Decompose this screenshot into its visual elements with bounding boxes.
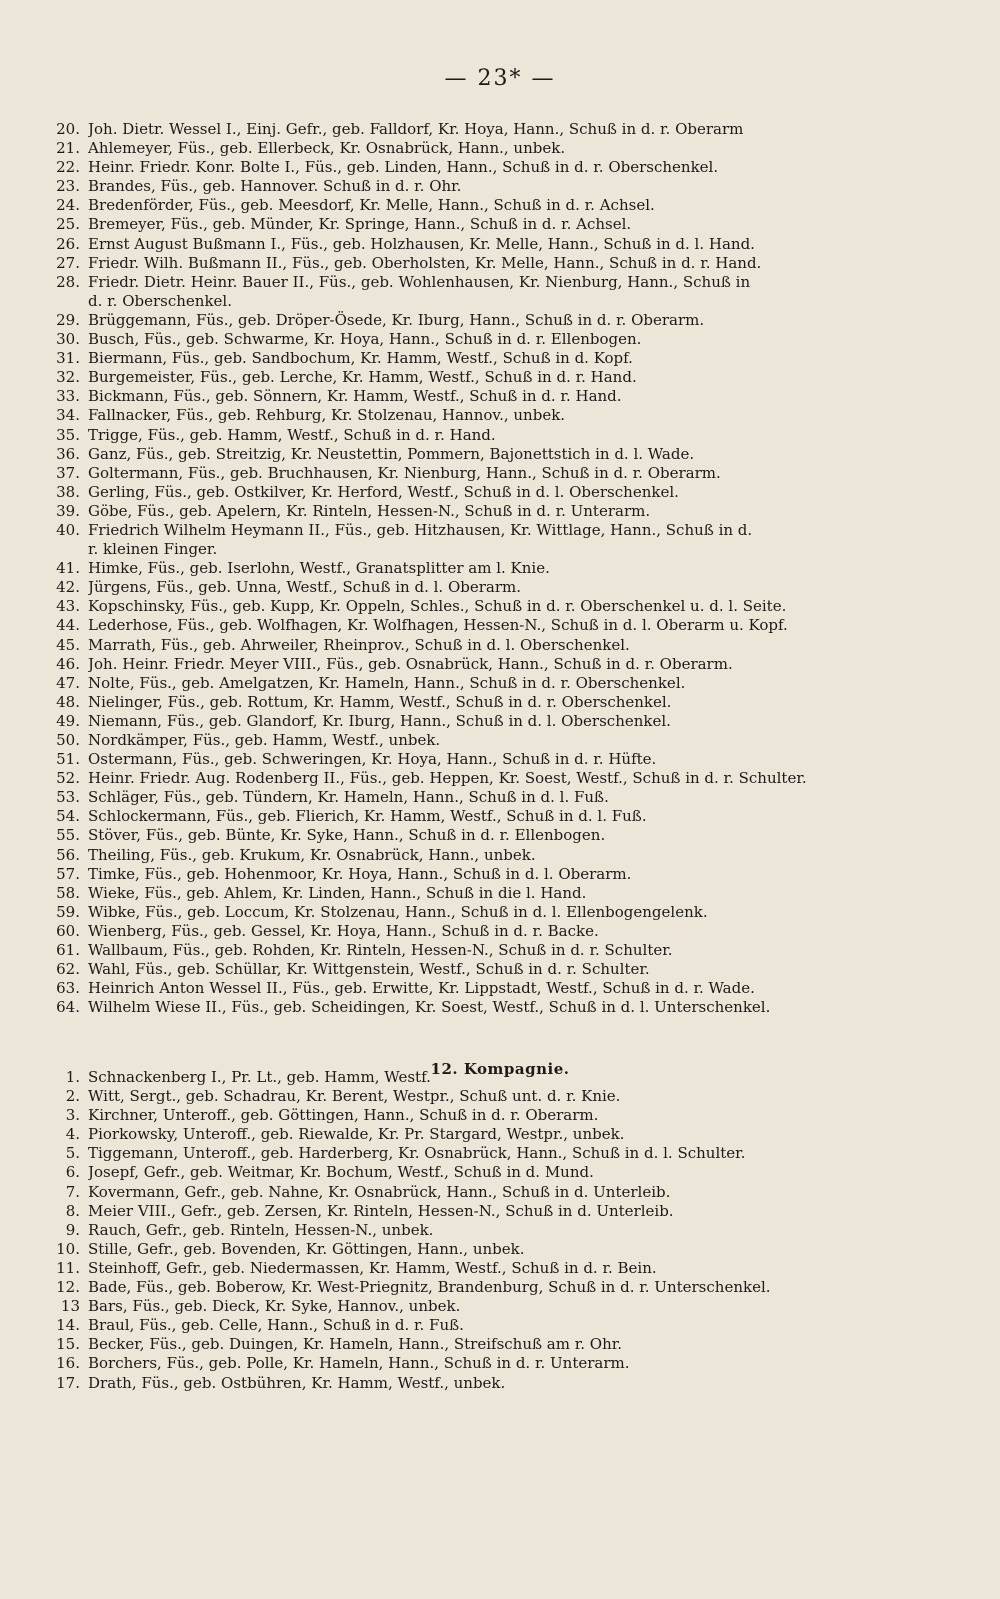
entry-text: Wibke, Füs., geb. Loccum, Kr. Stolzenau, Hann., Schuß in d. l. Ellenbogengelenk. <box>88 902 708 921</box>
entry-text: Friedr. Dietr. Heinr. Bauer II., Füs., geb. Wohlenhausen, Kr. Nienburg, Hann., Schuß in <box>88 272 751 291</box>
entry-text: Schlockermann, Füs., geb. Flierich, Kr. Hamm, Westf., Schuß in d. l. Fuß. <box>88 807 647 826</box>
entry-text: Burgemeister, Füs., geb. Lerche, Kr. Hamm, Westf., Schuß in d. r. Hand. <box>88 368 637 387</box>
list-item <box>40 330 870 349</box>
entry-text: Ganz, Füs., geb. Streitzig, Kr. Neustettin, Pommern, Bajonettstich in d. l. Wade. <box>88 444 695 463</box>
list-item <box>40 998 870 1017</box>
list-item <box>40 368 870 387</box>
entry-text: Witt, Sergt., geb. Schadrau, Kr. Berent, Westpr., Schuß unt. d. r. Knie. <box>88 1087 621 1106</box>
entry-text: Bade, Füs., geb. Boberow, Kr. West-Priegnitz, Brandenburg, Schuß in d. r. Unterschenkel. <box>88 1278 771 1297</box>
entry-number: 51. <box>56 750 80 769</box>
list-item <box>40 826 870 845</box>
casualty-list-11th-company <box>40 120 870 1017</box>
list-item <box>40 712 870 731</box>
entry-text: Bredenförder, Füs., geb. Meesdorf, Kr. Melle, Hann., Schuß in d. r. Achsel. <box>88 196 655 215</box>
entry-text: Ostermann, Füs., geb. Schweringen, Kr. Hoya, Hann., Schuß in d. r. Hüfte. <box>88 750 657 769</box>
entry-text: Stille, Gefr., geb. Bovenden, Kr. Göttingen, Hann., unbek. <box>88 1239 525 1258</box>
list-item <box>40 1278 870 1297</box>
entry-number: 14. <box>56 1316 80 1335</box>
list-item <box>40 1202 870 1221</box>
entry-number: 25. <box>56 215 80 234</box>
list-item <box>40 1221 870 1240</box>
entry-text: Heinr. Friedr. Aug. Rodenberg II., Füs., geb. Heppen, Kr. Soest, Westf., Schuß in d. r. Schulter. <box>88 769 807 788</box>
entry-text: Trigge, Füs., geb. Hamm, Westf., Schuß in d. r. Hand. <box>88 425 496 444</box>
entry-number: 5. <box>65 1144 80 1163</box>
entry-number: 49. <box>56 711 80 730</box>
entry-number: 10. <box>56 1239 80 1258</box>
entry-number: 33. <box>56 387 80 406</box>
entry-number: 27. <box>56 253 80 272</box>
list-item <box>40 426 870 445</box>
entry-text: r. kleinen Finger. <box>88 540 218 559</box>
entry-text: Josepf, Gefr., geb. Weitmar, Kr. Bochum, Westf., Schuß in d. Mund. <box>88 1163 594 1182</box>
entry-number: 60. <box>56 921 80 940</box>
list-item <box>40 1183 870 1202</box>
entry-number: 11. <box>56 1258 80 1277</box>
entry-number: 44. <box>56 616 80 635</box>
entry-number: 34. <box>56 406 80 425</box>
entry-text: Gerling, Füs., geb. Ostkilver, Kr. Herford, Westf., Schuß in d. l. Oberschenkel. <box>88 482 679 501</box>
entry-text: Wallbaum, Füs., geb. Rohden, Kr. Rinteln, Hessen-N., Schuß in d. r. Schulter. <box>88 941 673 960</box>
entry-number: 54. <box>56 807 80 826</box>
entry-number: 52. <box>56 769 80 788</box>
list-item <box>40 903 870 922</box>
list-item <box>40 387 870 406</box>
list-item <box>40 1106 870 1125</box>
entry-text: Meier VIII., Gefr., geb. Zersen, Kr. Rinteln, Hessen-N., Schuß in d. Unterleib. <box>88 1201 674 1220</box>
entry-number: 46. <box>56 654 80 673</box>
list-item <box>40 960 870 979</box>
entry-number <box>40 292 88 311</box>
list-item <box>40 941 870 960</box>
entry-number: 59. <box>56 902 80 921</box>
entry-number: 63. <box>56 979 80 998</box>
entry-number: 41. <box>56 559 80 578</box>
entry-number: 32. <box>56 368 80 387</box>
list-item <box>40 1297 870 1316</box>
entry-text: Braul, Füs., geb. Celle, Hann., Schuß in d. r. Fuß. <box>88 1316 464 1335</box>
entry-number <box>40 540 88 559</box>
entry-text: Stöver, Füs., geb. Bünte, Kr. Syke, Hann., Schuß in d. r. Ellenbogen. <box>88 826 606 845</box>
entry-text: Nielinger, Füs., geb. Rottum, Kr. Hamm, Westf., Schuß in d. r. Oberschenkel. <box>88 692 672 711</box>
list-item <box>40 865 870 884</box>
section-heading-12th-company: 12. Kompagnie. <box>430 1060 570 1078</box>
entry-text: Theiling, Füs., geb. Krukum, Kr. Osnabrück, Hann., unbek. <box>88 845 536 864</box>
entry-text: Brandes, Füs., geb. Hannover. Schuß in d. r. Ohr. <box>88 177 462 196</box>
entry-text: Fallnacker, Füs., geb. Rehburg, Kr. Stolzenau, Hannov., unbek. <box>88 406 566 425</box>
list-item <box>40 1068 870 1087</box>
entry-number: 28. <box>56 272 80 291</box>
list-item <box>40 674 870 693</box>
entry-number: 24. <box>56 196 80 215</box>
entry-number: 38. <box>56 482 80 501</box>
list-item <box>40 311 870 330</box>
list-item <box>40 1125 870 1144</box>
entry-text: Göbe, Füs., geb. Apelern, Kr. Rinteln, Hessen-N., Schuß in d. r. Unterarm. <box>88 501 651 520</box>
entry-number: 35. <box>56 425 80 444</box>
entry-number: 21. <box>56 139 80 158</box>
list-item <box>40 1374 870 1393</box>
page-number: — 23* — <box>444 66 556 91</box>
entry-text: Timke, Füs., geb. Hohenmoor, Kr. Hoya, Hann., Schuß in d. l. Oberarm. <box>88 864 632 883</box>
list-item <box>40 521 870 540</box>
entry-text: Becker, Füs., geb. Duingen, Kr. Hameln, Hann., Streifschuß am r. Ohr. <box>88 1335 623 1354</box>
list-item <box>40 1240 870 1259</box>
entry-text: Kopschinsky, Füs., geb. Kupp, Kr. Oppeln, Schles., Schuß in d. r. Oberschenkel u. d. l. Seite. <box>88 597 787 616</box>
list-item <box>40 1163 870 1182</box>
list-item <box>40 616 870 635</box>
entry-number: 40. <box>56 520 80 539</box>
list-item <box>40 846 870 865</box>
entry-text: Rauch, Gefr., geb. Rinteln, Hessen-N., unbek. <box>88 1220 434 1239</box>
entry-text: Wahl, Füs., geb. Schüllar, Kr. Wittgenstein, Westf., Schuß in d. r. Schulter. <box>88 960 650 979</box>
list-item <box>40 273 870 292</box>
entry-text: Marrath, Füs., geb. Ahrweiler, Rheinprov., Schuß in d. l. Oberschenkel. <box>88 635 630 654</box>
list-item <box>40 636 870 655</box>
entry-number: 62. <box>56 960 80 979</box>
list-item <box>40 578 870 597</box>
list-item <box>40 979 870 998</box>
list-item <box>40 769 870 788</box>
entry-text: Steinhoff, Gefr., geb. Niedermassen, Kr. Hamm, Westf., Schuß in d. r. Bein. <box>88 1258 657 1277</box>
list-item <box>40 254 870 273</box>
entry-text: Heinr. Friedr. Konr. Bolte I., Füs., geb. Linden, Hann., Schuß in d. r. Oberschenkel. <box>88 158 719 177</box>
list-item <box>40 922 870 941</box>
entry-text: Schläger, Füs., geb. Tündern, Kr. Hameln, Hann., Schuß in d. l. Fuß. <box>88 788 609 807</box>
list-item <box>40 1144 870 1163</box>
entry-text: Friedrich Wilhelm Heymann II., Füs., geb. Hitzhausen, Kr. Wittlage, Hann., Schuß in d. <box>88 520 753 539</box>
entry-text: Lederhose, Füs., geb. Wolfhagen, Kr. Wolfhagen, Hessen-N., Schuß in d. l. Oberarm u. Kopf. <box>88 616 788 635</box>
entry-number: 15. <box>56 1335 80 1354</box>
entry-text: Busch, Füs., geb. Schwarme, Kr. Hoya, Hann., Schuß in d. r. Ellenbogen. <box>88 330 642 349</box>
list-item <box>40 731 870 750</box>
list-item <box>40 445 870 464</box>
list-item <box>40 215 870 234</box>
list-item <box>40 807 870 826</box>
entry-number: 58. <box>56 883 80 902</box>
entry-text: Bickmann, Füs., geb. Sönnern, Kr. Hamm, Westf., Schuß in d. r. Hand. <box>88 387 622 406</box>
entry-number: 20. <box>56 120 80 138</box>
entry-number: 37. <box>56 463 80 482</box>
entry-text: Himke, Füs., geb. Iserlohn, Westf., Granatsplitter am l. Knie. <box>88 559 550 578</box>
entry-number: 8. <box>65 1201 80 1220</box>
list-item <box>40 502 870 521</box>
entry-number: 26. <box>56 234 80 253</box>
entry-number: 55. <box>56 826 80 845</box>
entry-text: Wieke, Füs., geb. Ahlem, Kr. Linden, Hann., Schuß in die l. Hand. <box>88 883 587 902</box>
entry-number: 17. <box>56 1373 80 1392</box>
entry-text: Ernst August Bußmann I., Füs., geb. Holzhausen, Kr. Melle, Hann., Schuß in d. l. Hand. <box>88 234 755 253</box>
list-item <box>40 196 870 215</box>
entry-text: Ahlemeyer, Füs., geb. Ellerbeck, Kr. Osnabrück, Hann., unbek. <box>88 139 566 158</box>
list-item <box>40 235 870 254</box>
entry-number: 53. <box>56 788 80 807</box>
list-item <box>40 693 870 712</box>
casualty-list-12th-company <box>40 1068 870 1393</box>
entry-number: 9. <box>65 1220 80 1239</box>
entry-text: Kovermann, Gefr., geb. Nahne, Kr. Osnabrück, Hann., Schuß in d. Unterleib. <box>88 1182 671 1201</box>
entry-text: Goltermann, Füs., geb. Bruchhausen, Kr. Nienburg, Hann., Schuß in d. r. Oberarm. <box>88 463 721 482</box>
list-item <box>40 559 870 578</box>
entry-number: 4. <box>65 1125 80 1144</box>
list-item <box>40 483 870 502</box>
list-item <box>40 139 870 158</box>
list-item <box>40 1354 870 1373</box>
entry-number: 7. <box>65 1182 80 1201</box>
entry-number: 61. <box>56 941 80 960</box>
entry-text: Borchers, Füs., geb. Polle, Kr. Hameln, Hann., Schuß in d. r. Unterarm. <box>88 1354 630 1373</box>
list-item <box>40 788 870 807</box>
entry-number: 50. <box>56 731 80 749</box>
entry-number: 48. <box>56 692 80 711</box>
list-item <box>40 1316 870 1335</box>
entry-number: 45. <box>56 635 80 654</box>
entry-text: Biermann, Füs., geb. Sandbochum, Kr. Hamm, Westf., Schuß in d. Kopf. <box>88 349 633 368</box>
entry-number: 1. <box>65 1068 80 1086</box>
entry-text: Niemann, Füs., geb. Glandorf, Kr. Iburg, Hann., Schuß in d. l. Oberschenkel. <box>88 711 671 730</box>
entry-text: Wilhelm Wiese II., Füs., geb. Scheidingen, Kr. Soest, Westf., Schuß in d. l. Unterschenkel. <box>88 998 771 1017</box>
entry-text: Drath, Füs., geb. Ostbühren, Kr. Hamm, Westf., unbek. <box>88 1373 506 1392</box>
entry-text: Schnackenberg I., Pr. Lt., geb. Hamm, Westf. <box>88 1068 431 1086</box>
entry-text: Piorkowsky, Unteroff., geb. Riewalde, Kr. Pr. Stargard, Westpr., unbek. <box>88 1125 625 1144</box>
entry-text: Heinrich Anton Wessel II., Füs., geb. Erwitte, Kr. Lippstadt, Westf., Schuß in d. r. Wade. <box>88 979 755 998</box>
list-item <box>40 655 870 674</box>
entry-number: 6. <box>65 1163 80 1182</box>
entry-text: Wienberg, Füs., geb. Gessel, Kr. Hoya, Hann., Schuß in d. r. Backe. <box>88 921 599 940</box>
list-item <box>40 177 870 196</box>
entry-number: 57. <box>56 864 80 883</box>
entry-text: d. r. Oberschenkel. <box>88 291 232 310</box>
entry-number: 39. <box>56 501 80 520</box>
entry-number: 42. <box>56 578 80 597</box>
list-item <box>40 120 870 139</box>
entry-number: 12. <box>56 1278 80 1297</box>
entry-text: Jürgens, Füs., geb. Unna, Westf., Schuß in d. l. Oberarm. <box>88 578 522 597</box>
entry-number: 23. <box>56 177 80 196</box>
list-item <box>40 464 870 483</box>
entry-text: Joh. Heinr. Friedr. Meyer VIII., Füs., geb. Osnabrück, Hann., Schuß in d. r. Oberarm. <box>88 654 733 673</box>
list-item <box>40 158 870 177</box>
entry-number: 22. <box>56 158 80 177</box>
entry-text: Nordkämper, Füs., geb. Hamm, Westf., unbek. <box>88 731 441 749</box>
entry-number: 36. <box>56 444 80 463</box>
entry-number: 16. <box>56 1354 80 1373</box>
entry-number: 13 <box>60 1297 80 1316</box>
entry-number: 3. <box>65 1106 80 1125</box>
list-item <box>40 1259 870 1278</box>
entry-text: Nolte, Füs., geb. Amelgatzen, Kr. Hameln, Hann., Schuß in d. r. Oberschenkel. <box>88 673 686 692</box>
list-item <box>40 597 870 616</box>
list-item <box>40 750 870 769</box>
entry-text: Tiggemann, Unteroff., geb. Harderberg, Kr. Osnabrück, Hann., Schuß in d. l. Schulter. <box>88 1144 746 1163</box>
entry-text: Bremeyer, Füs., geb. Münder, Kr. Springe, Hann., Schuß in d. r. Achsel. <box>88 215 632 234</box>
entry-number: 31. <box>56 349 80 368</box>
list-item <box>40 540 870 559</box>
entry-number: 43. <box>56 597 80 616</box>
entry-text: Brüggemann, Füs., geb. Dröper-Ösede, Kr. Iburg, Hann., Schuß in d. r. Oberarm. <box>88 310 705 329</box>
entry-text: Friedr. Wilh. Bußmann II., Füs., geb. Oberholsten, Kr. Melle, Hann., Schuß in d. r. Hand. <box>88 253 762 272</box>
entry-number: 47. <box>56 673 80 692</box>
list-item <box>40 1335 870 1354</box>
list-item <box>40 292 870 311</box>
list-item <box>40 349 870 368</box>
entry-text: Kirchner, Unteroff., geb. Göttingen, Hann., Schuß in d. r. Oberarm. <box>88 1106 599 1125</box>
entry-number: 30. <box>56 330 80 349</box>
entry-number: 64. <box>56 998 80 1017</box>
list-item <box>40 884 870 903</box>
entry-number: 56. <box>56 845 80 864</box>
entry-number: 2. <box>65 1087 80 1106</box>
entry-number: 29. <box>56 310 80 329</box>
entry-text: Joh. Dietr. Wessel I., Einj. Gefr., geb. Falldorf, Kr. Hoya, Hann., Schuß in d. r. Oberarm <box>88 120 744 138</box>
list-item <box>40 1087 870 1106</box>
list-item <box>40 406 870 425</box>
entry-text: Bars, Füs., geb. Dieck, Kr. Syke, Hannov., unbek. <box>88 1297 461 1316</box>
